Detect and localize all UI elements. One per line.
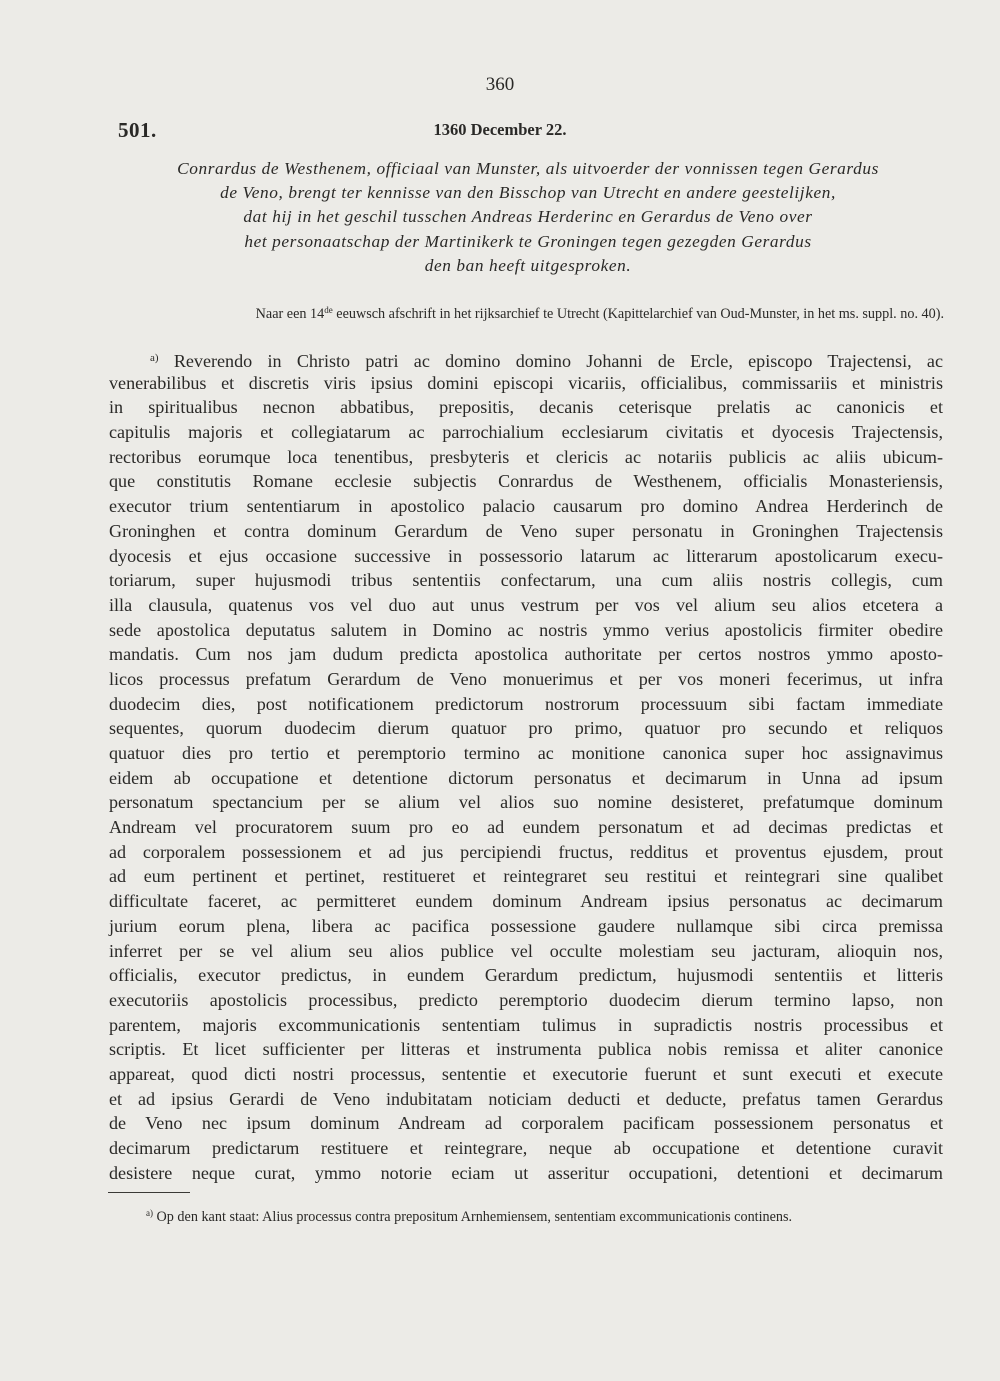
summary-line: Conrardus de Westhenem, officiaal van Munster, als uitvoerder der vonnissen tegen Gerardus (177, 159, 879, 178)
source-rest: eeuwsch afschrift in het rijksarchief te Utrecht (Kapittelarchief van Oud-Munster, in het ms. suppl. no. 40). (332, 306, 944, 322)
charter-line-text: Groninghen et contra dominum Gerardum de Veno super personatu in Groninghen Trajectensis (109, 520, 943, 541)
charter-line (109, 667, 943, 692)
charter-line-text: duodecim dies, post notificationem predictorum nostrorum processuum sibi factam immediate (109, 693, 943, 714)
document-date: 1360 December 22. (433, 120, 567, 139)
source-prefix: Naar een 14 (255, 306, 325, 322)
charter-line (109, 815, 943, 840)
footnote-marker: a) (146, 1208, 153, 1218)
charter-line (109, 716, 943, 741)
charter-line-text: quatuor dies pro tertio et peremptorio termino ac monitione canonica super hoc assignavimus (109, 743, 943, 763)
charter-line-text: venerabilibus et discretis viris ipsius domini episcopi vicariis, officialibus, commissariis et ministris (109, 372, 943, 393)
charter-line (109, 939, 943, 964)
charter-line-text: scriptis. Et licet sufficienter per litteras et instrumenta publica nobis remissa et aliter canonice (109, 1039, 943, 1060)
charter-line-text: que constitutis Romane ecclesie subjectis Conrardus de Westhenem, officialis Monasteriensis, (109, 471, 943, 492)
charter-line (109, 766, 943, 791)
charter-line (109, 790, 943, 815)
charter-line (109, 346, 943, 371)
charter-line-text: personatum spectancium per se alium vel alios suo nomine desisteret, prefatumque dominum (109, 792, 943, 813)
charter-line (109, 1087, 943, 1112)
charter-line (109, 741, 943, 766)
charter-line-text: in spiritualibus necnon abbatibus, prepositis, decanis ceterisque prelatis ac canonicis et (109, 397, 943, 418)
charter-line-text: dyocesis et ejus occasione successive in possessorio latarum ac litterarum apostolicarum execu- (109, 545, 943, 566)
charter-line (109, 618, 943, 643)
charter-line-text: Andream vel procuratorem suum pro eo ad eundem personatum et ad decimas predictas et (109, 817, 943, 838)
document-number: 501. (118, 118, 157, 142)
charter-line (109, 864, 943, 889)
charter-line (109, 1111, 943, 1136)
charter-line-text: inferret per se vel alium seu alios publice vel occulte molestiam seu jacturam, alioquin nos, (109, 940, 943, 961)
charter-line (109, 1013, 943, 1038)
charter-line-text: et ad ipsius Gerardi de Veno indubitatam noticiam deducti et deducte, prefatus tamen Gerardus (109, 1088, 943, 1109)
footnote-reference: a) (150, 352, 159, 364)
source-superscript: de (324, 305, 333, 315)
summary-line: den ban heeft uitgesproken. (424, 255, 632, 275)
charter-line-text: illa clausula, quatenus vos vel duo aut unus vestrum per vos vel alium seu alios etcetera a (109, 594, 943, 615)
charter-line-text: ad eum pertinent et pertinet, restitueret et reintegraret seu restitui et reintegrari sine qualibet (109, 866, 943, 887)
charter-line-text: eidem ab occupatione et detentione dictorum personatus et decimarum in Unna ad ipsum (109, 767, 943, 788)
charter-line-text: mandatis. Cum nos jam dudum predicta apostolica authoritate per certos nostros ymmo aposto- (109, 644, 943, 665)
charter-line (109, 544, 943, 569)
charter-line (109, 1062, 943, 1087)
charter-line-text: jurium eorum plena, libera ac pacifica possessione gaudere nullamque sibi circa premissa (109, 915, 943, 936)
charter-line-text: difficultate faceret, ac permitteret eundem dominum Andream ipsius personatus ac decimarum (109, 891, 943, 912)
page-number: 360 (485, 74, 515, 95)
charter-line-text: ad corporalem possessionem et ad jus percipiendi fructus, redditus et proventus ejusdem, prout (109, 841, 943, 862)
charter-line (109, 692, 943, 717)
charter-line-text: appareat, quod dicti nostri processus, sententie et executorie fuerunt et sunt executi et execute (109, 1063, 943, 1084)
footnote-text: Op den kant staat: Alius processus contra prepositum Arnhemiensem, sententiam excommunicationis continens. (156, 1209, 793, 1225)
charter-line (109, 1136, 943, 1161)
charter-line-text: toriarum, super hujusmodi tribus sententiis confectarum, una cum aliis nostris collegis, cum (109, 570, 943, 591)
summary-line: het personaatschap der Martinikerk te Groningen tegen gezegden Gerardus (244, 231, 812, 251)
charter-line-text: de Veno nec ipsum dominum Andream ad corporalem pacificam possessionem personatus et (109, 1113, 943, 1134)
charter-line-text: Reverendo in Christo patri ac domino domino Johanni de Ercle, episcopo Trajectensi, ac (173, 351, 943, 371)
charter-line-text: sede apostolica deputatus salutem in Domino ac nostris ymmo verius apostolicis firmiter obedire (109, 619, 943, 640)
charter-line (109, 988, 943, 1013)
charter-line (109, 519, 943, 544)
charter-line (109, 445, 943, 470)
charter-line (109, 889, 943, 914)
charter-line (109, 840, 943, 865)
charter-line (109, 1037, 943, 1062)
charter-line-text: licos processus prefatum Gerardum de Veno monuerimus et per vos moneri fecerimus, ut infra (109, 668, 943, 689)
charter-line (109, 420, 943, 445)
charter-line-text: officialis, executor predictus, in eundem Gerardum predictum, hujusmodi sententiis et litteris (109, 965, 943, 986)
footnote-divider (108, 1192, 190, 1193)
charter-line (109, 395, 943, 420)
charter-line (109, 1161, 943, 1186)
charter-line (109, 371, 943, 396)
footnote (146, 1208, 936, 1226)
charter-line-text: parentem, majoris excommunicationis sententiam tulimus in supradictis nostris processibus et (109, 1014, 943, 1035)
charter-line (109, 593, 943, 618)
charter-line (109, 494, 943, 519)
summary-line: dat hij in het geschil tusschen Andreas Herderinc en Gerardus de Veno over (243, 207, 813, 227)
charter-line-text: executoriis apostolicis processibus, predicto peremptorio duodecim dierum termino lapso, non (109, 989, 943, 1010)
summary-line: de Veno, brengt ter kennisse van den Bisschop van Utrecht en andere geestelijken, (220, 183, 836, 203)
charter-line (109, 914, 943, 939)
charter-line (109, 963, 943, 988)
document-summary (112, 157, 944, 278)
charter-line-text: desistere neque curat, ymmo notorie eciam ut asseritur occupationi, detentioni et decimarum (109, 1162, 943, 1183)
charter-line-text: executor trium sententiarum in apostolico palacio causarum pro domino Andrea Herderinch de (109, 496, 943, 517)
source-note (0, 305, 944, 323)
charter-line-text: sequentes, quorum duodecim dierum quatuor pro primo, quatuor pro secundo et reliquos (109, 718, 943, 739)
charter-line (109, 642, 943, 667)
charter-line-text: capitulis majoris et collegiatarum ac parrochialium ecclesiarum civitatis et dyocesis Trajectensis, (109, 422, 943, 443)
charter-line-text: decimarum predictarum restituere et reintegrare, neque ab occupatione et detentione curavit (109, 1138, 943, 1158)
charter-line (109, 568, 943, 593)
charter-text (109, 346, 943, 1185)
charter-line-text: rectoribus eorumque loca tenentibus, presbyteris et clericis ac notariis publicis ac aliis ubicum- (109, 446, 943, 467)
charter-line (109, 469, 943, 494)
